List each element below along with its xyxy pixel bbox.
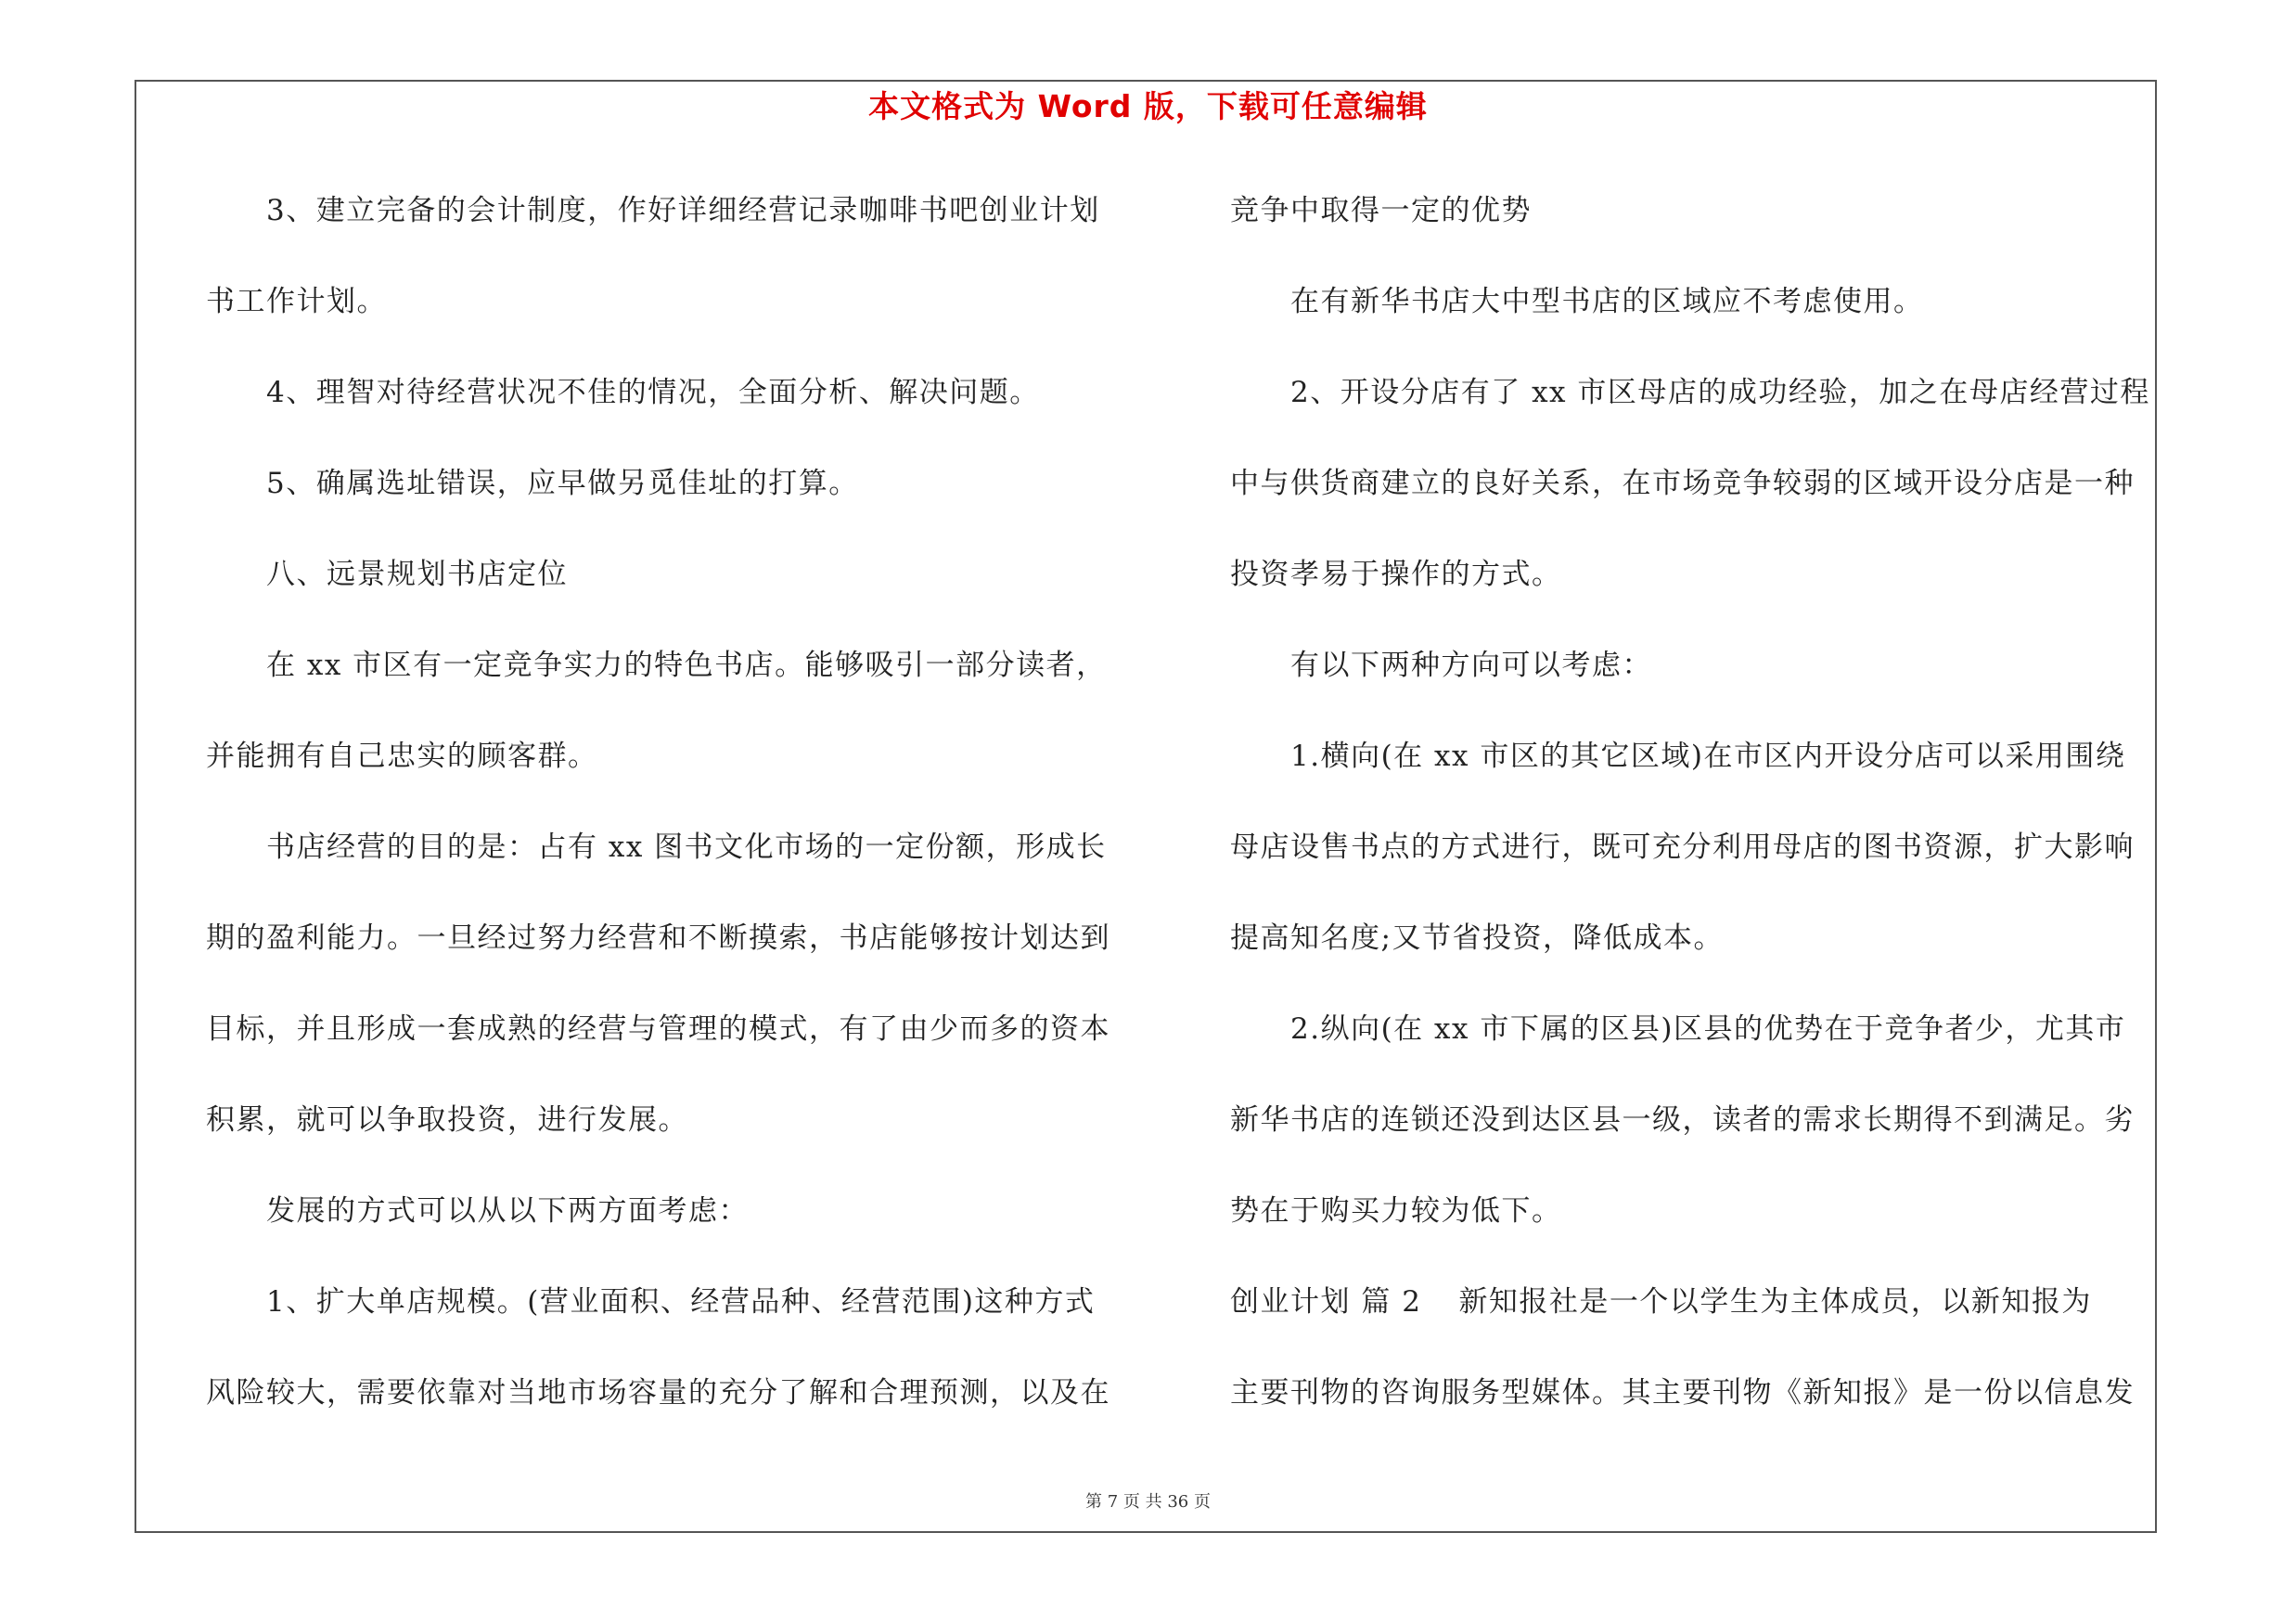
paragraph-line: 1.横向(在 xx 市区的其它区域)在市区内开设分店可以采用围绕: [1290, 740, 2126, 773]
section-text: 新知报社是一个以学生为主体成员，以新知报为: [1458, 1285, 2092, 1319]
paragraph-line: 期的盈利能力。一旦经过努力经营和不断摸索，书店能够按计划达到: [206, 921, 1110, 955]
paragraph-line: 书工作计划。: [206, 285, 387, 318]
paragraph-line: 中与供货商建立的良好关系，在市场竞争较弱的区域开设分店是一种: [1230, 467, 2135, 500]
paragraph-line: 并能拥有自己忠实的顾客群。: [206, 740, 598, 773]
section-heading: 八、远景规划书店定位: [266, 558, 568, 591]
word-format-banner: 本文格式为 Word 版，下载可任意编辑: [868, 88, 1428, 124]
paragraph-line: 2.纵向(在 xx 市下属的区县)区县的优势在于竞争者少，尤其市: [1290, 1012, 2126, 1046]
paragraph-line: 竞争中取得一定的优势: [1230, 194, 1532, 227]
paragraph-line: 5、确属选址错误，应早做另觅佳址的打算。: [266, 467, 859, 500]
paragraph-line: 风险较大，需要依靠对当地市场容量的充分了解和合理预测，以及在: [206, 1376, 1110, 1410]
paragraph-line: 提高知名度;又节省投资，降低成本。: [1230, 921, 1724, 955]
paragraph-line: 母店设售书点的方式进行，既可充分利用母店的图书资源，扩大影响: [1230, 831, 2135, 864]
paragraph-line: 书店经营的目的是：占有 xx 图书文化市场的一定份额，形成长: [266, 831, 1107, 864]
paragraph-line: 积累，就可以争取投资，进行发展。: [206, 1103, 688, 1137]
paragraph-line: 在 xx 市区有一定竞争实力的特色书店。能够吸引一部分读者，: [266, 649, 1107, 682]
paragraph-line: 发展的方式可以从以下两方面考虑：: [266, 1194, 749, 1228]
paragraph-line: 新华书店的连锁还没到达区县一级，读者的需求长期得不到满足。劣: [1230, 1103, 2135, 1137]
right-text-column: [1230, 183, 2148, 1456]
paragraph-line: 主要刊物的咨询服务型媒体。其主要刊物《新知报》是一份以信息发: [1230, 1376, 2135, 1410]
paragraph-line: 目标，并且形成一套成熟的经营与管理的模式，有了由少而多的资本: [206, 1012, 1110, 1046]
paragraph-line: 投资孝易于操作的方式。: [1230, 558, 1562, 591]
paragraph-line: 2、开设分店有了 xx 市区母店的成功经验，加之在母店经营过程: [1290, 376, 2150, 409]
page-number-footer: 第 7 页 共 36 页: [1085, 1492, 1211, 1512]
paragraph-line: 1、扩大单店规模。(营业面积、经营品种、经营范围)这种方式: [266, 1285, 1096, 1319]
paragraph-line: 势在于购买力较为低下。: [1230, 1194, 1562, 1228]
paragraph-line: 3、建立完备的会计制度，作好详细经营记录咖啡书吧创业计划: [266, 194, 1100, 227]
left-text-column: [206, 183, 1124, 1456]
paragraph-line: 在有新华书店大中型书店的区域应不考虑使用。: [1290, 285, 1924, 318]
paragraph-line: 4、理智对待经营状况不佳的情况，全面分析、解决问题。: [266, 376, 1040, 409]
section-label: 创业计划 篇 2: [1230, 1285, 1422, 1319]
paragraph-line: 有以下两种方向可以考虑：: [1290, 649, 1652, 682]
section-start-line: [1230, 1274, 2148, 1365]
